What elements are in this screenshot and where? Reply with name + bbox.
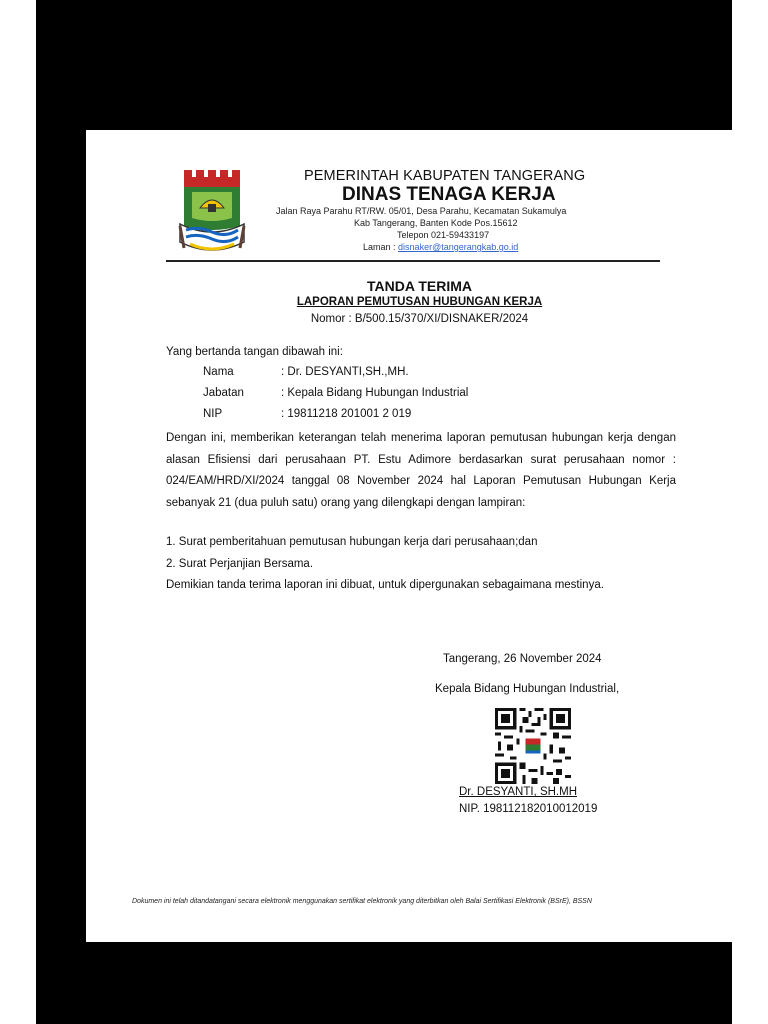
phone-line: Telepon 021-59433197 bbox=[397, 230, 490, 240]
signatory-label-nip: NIP bbox=[203, 408, 223, 420]
signer-name: Dr. DESYANTI, SH.MH bbox=[459, 786, 577, 798]
website-line bbox=[363, 242, 518, 252]
document-subtitle: LAPORAN PEMUTUSAN HUBUNGAN KERJA bbox=[296, 296, 543, 308]
signer-position: Kepala Bidang Hubungan Industrial, bbox=[435, 683, 620, 695]
address-line: Kab Tangerang, Banten Kode Pos.15612 bbox=[354, 218, 518, 228]
e-signature-footer: Dokumen ini telah ditandatangani secara elektronik menggunakan sertifikat elektronik yang diterbitkan oleh Balai Sertifikasi Elektronik (BSrE), BSSN bbox=[132, 898, 592, 905]
intro-text: Yang bertanda tangan dibawah ini: bbox=[166, 346, 343, 358]
website-label: Laman : bbox=[363, 242, 396, 252]
qr-code-signature bbox=[495, 708, 571, 784]
agency-name: DINAS TENAGA KERJA bbox=[342, 184, 556, 205]
right-margin bbox=[732, 0, 768, 1024]
letterhead-divider bbox=[166, 260, 660, 262]
left-margin bbox=[0, 0, 36, 1024]
signatory-value-name: : Dr. DESYANTI,SH.,MH. bbox=[281, 366, 409, 378]
document-title: TANDA TERIMA bbox=[367, 278, 472, 294]
closing-text: Demikian tanda terima laporan ini dibuat, untuk dipergunakan sebagaimana mestinya. bbox=[166, 579, 604, 591]
signatory-value-nip: : 19811218 201001 2 019 bbox=[281, 408, 412, 420]
body-paragraph: Dengan ini, memberikan keterangan telah menerima laporan pemutusan hubungan kerja dengan alasan Efisiensi dari perusahaan PT. Estu Adimore berdasarkan surat perusahaan nomor : 024/EAM/HRD/XI/2024 tanggal 08 November 2024 hal Laporan Pemutusan Hubungan Kerja sebanyak 21 (dua puluh satu) orang yang dilengkapi dengan lampiran: bbox=[166, 432, 676, 509]
regency-emblem-logo bbox=[178, 168, 250, 260]
attachment-item: 1. Surat pemberitahuan pemutusan hubungan kerja dari perusahaan;dan bbox=[166, 536, 538, 548]
document-number: Nomor : B/500.15/370/XI/DISNAKER/2024 bbox=[310, 313, 529, 325]
signer-nip: NIP. 198112182010012019 bbox=[459, 803, 598, 815]
signatory-value-position: : Kepala Bidang Hubungan Industrial bbox=[281, 387, 469, 399]
website-link[interactable]: disnaker@tangerangkab.go.id bbox=[398, 242, 519, 252]
attachment-item: 2. Surat Perjanjian Bersama. bbox=[166, 558, 314, 570]
address-line: Jalan Raya Parahu RT/RW. 05/01, Desa Parahu, Kecamatan Sukamulya bbox=[276, 206, 567, 216]
document-frame bbox=[36, 0, 734, 1024]
place-date: Tangerang, 26 November 2024 bbox=[443, 653, 602, 665]
signatory-label-position: Jabatan bbox=[203, 387, 244, 399]
signatory-label-name: Nama bbox=[203, 366, 234, 378]
document-page bbox=[86, 130, 753, 942]
government-name: PEMERINTAH KABUPATEN TANGERANG bbox=[304, 168, 586, 184]
